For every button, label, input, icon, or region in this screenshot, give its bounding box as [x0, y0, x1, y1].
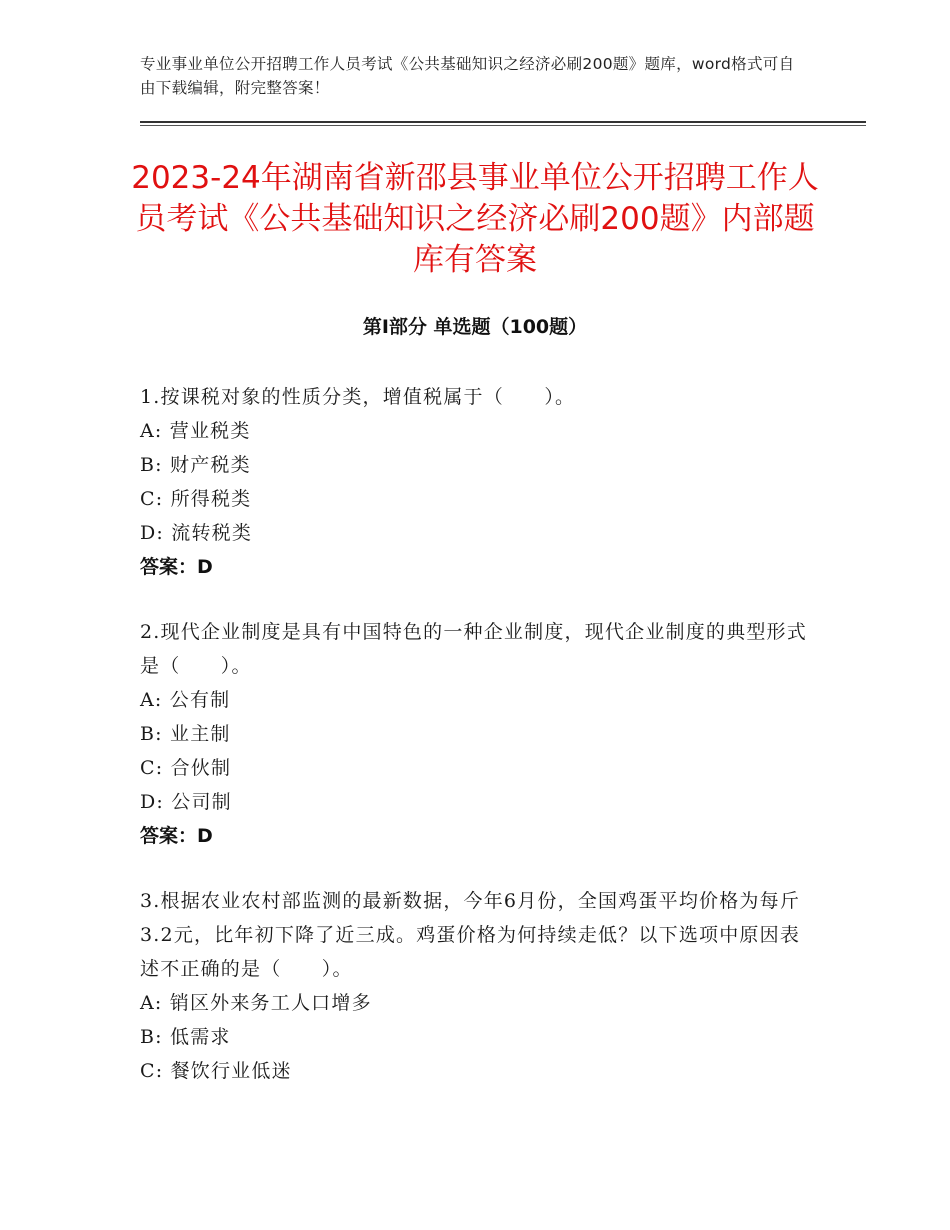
option-b: B: 低需求: [140, 1026, 231, 1048]
question-stem: 3.根据农业农村部监测的最新数据，今年6月份，全国鸡蛋平均价格为每斤3.2元，比年初下降了近三成。鸡蛋价格为何持续走低？以下选项中原因表述不正确的是（ ）。: [140, 890, 801, 980]
option-c: C: 所得税类: [140, 488, 252, 510]
option-b: B: 财产税类: [140, 454, 251, 476]
option-b: B: 业主制: [140, 723, 231, 745]
header-divider-thin: [140, 125, 866, 126]
answer: 答案：D: [140, 556, 213, 578]
option-a: A: 营业税类: [140, 420, 251, 442]
header-note: 专业事业单位公开招聘工作人员考试《公共基础知识之经济必刷200题》题库，word格式可自由下载编辑，附完整答案！: [140, 55, 795, 97]
option-c: C: 餐饮行业低迷: [140, 1060, 292, 1082]
document-title: 2023-24年湖南省新邵县事业单位公开招聘工作人员考试《公共基础知识之经济必刷200题》内部题库有答案: [131, 160, 819, 278]
option-a: A: 销区外来务工人口增多: [140, 992, 372, 1014]
option-d: D: 公司制: [140, 791, 232, 813]
question-3: [140, 884, 810, 1088]
option-d: D: 流转税类: [140, 522, 253, 544]
option-c: C: 合伙制: [140, 757, 232, 779]
question-stem: 1.按课税对象的性质分类，增值税属于（ ）。: [140, 386, 576, 408]
header-divider: [140, 121, 866, 123]
question-list: [140, 380, 810, 1119]
section-heading: 第Ⅰ部分 单选题（100题）: [362, 316, 588, 338]
answer: 答案：D: [140, 825, 213, 847]
question-1: [140, 380, 810, 584]
question-2: [140, 615, 810, 853]
question-stem: 2.现代企业制度是具有中国特色的一种企业制度，现代企业制度的典型形式是（ ）。: [140, 621, 807, 677]
option-a: A: 公有制: [140, 689, 231, 711]
